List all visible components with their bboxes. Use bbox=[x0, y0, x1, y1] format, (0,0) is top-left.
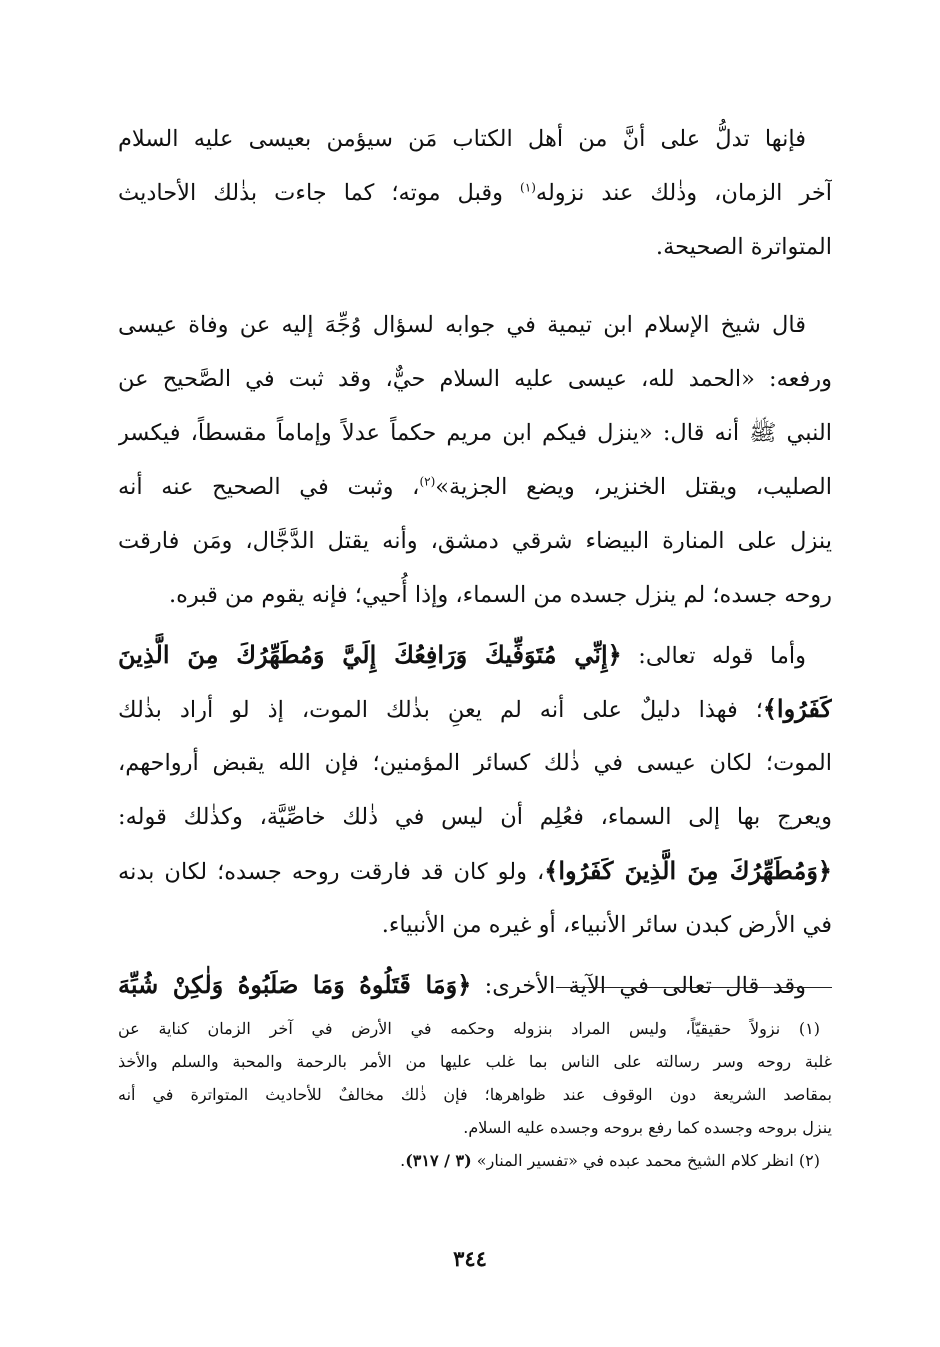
footnote-text: ينزل بروحه وجسده كما رفع بروحه وجسده عليه السلام. bbox=[463, 1118, 832, 1137]
text-run: روحه جسده؛ لم ينزل جسده من السماء، وإذا أُحيي؛ فإنه يقوم من قبره. bbox=[168, 582, 832, 608]
footnote-ref-2[interactable]: (٢) bbox=[419, 474, 436, 489]
text-line bbox=[118, 736, 832, 790]
footnote-divider bbox=[556, 987, 832, 988]
text-run: فإنها تدلُّ على أنَّ من أهل الكتاب مَن سيؤمن بعيسى عليه السلام bbox=[118, 126, 806, 152]
text-run: ينزل على المنارة البيضاء شرقي دمشق، وأنه يقتل الدَّجَّال، ومَن فارقت bbox=[118, 528, 832, 554]
text-line bbox=[118, 220, 832, 274]
text-run: وقد قال تعالى في الآية الأخرى: bbox=[471, 973, 807, 999]
footnote-line bbox=[118, 1078, 832, 1111]
text-run: الموت؛ لكان عيسى في ذٰلك كسائر المؤمنين؛ فإن الله يقبض أرواحهم، bbox=[118, 750, 832, 776]
text-run: ؛ فهذا دليلٌ على أنه لم يعنِ بذٰلك الموت، إذ لو أراد بذٰلك bbox=[118, 697, 763, 723]
footnote-line bbox=[118, 1111, 832, 1144]
text-run: ورفعه: «الحمد لله، عيسى عليه السلام حيٌّ، وقد ثبت في الصَّحيح عن bbox=[118, 366, 832, 392]
text-line bbox=[118, 790, 832, 844]
text-line bbox=[118, 406, 832, 460]
text-run: ، وثبت في الصحيح عنه أنه bbox=[118, 474, 420, 500]
quran-verse: ﴿إِنِّي مُتَوَفِّيكَ وَرَافِعُكَ إِلَيَّ وَمُطَهِّرُكَ مِنَ الَّذِينَ bbox=[118, 640, 622, 669]
text-line bbox=[118, 166, 832, 220]
quran-verse: كَفَرُوا﴾ bbox=[762, 694, 832, 723]
footnote-line bbox=[118, 1144, 832, 1177]
text-run: قال شيخ الإسلام ابن تيمية في جوابه لسؤال وُجِّهَ إليه عن وفاة عيسى bbox=[118, 312, 806, 338]
text-run: آخر الزمان، وذٰلك عند نزوله bbox=[535, 180, 832, 206]
page-number: ٣٤٤ bbox=[453, 1246, 487, 1271]
text-run: ، ولو كان قد فارقت روحه جسده؛ لكان بدنه bbox=[118, 859, 545, 885]
footnote-text: غلبة روحه وسر رسالته على الناس بما غلب عليها من الأمر بالرحمة والمحبة والسلم والأخذ bbox=[118, 1052, 832, 1071]
footnote-text: (٢) انظر كلام الشيخ محمد عبده في «تفسير المنار» bbox=[471, 1151, 820, 1170]
footnote-line bbox=[118, 1045, 832, 1078]
text-line bbox=[118, 844, 832, 898]
text-run: المتواترة الصحيحة. bbox=[655, 234, 832, 260]
text-line bbox=[118, 628, 832, 682]
main-text bbox=[118, 112, 832, 1012]
footnote-citation: (٣ / ٣١٧) bbox=[405, 1151, 472, 1170]
text-run: وقبل موته؛ كما جاءت بذٰلك الأحاديث bbox=[118, 180, 521, 206]
text-line bbox=[118, 568, 832, 622]
text-line bbox=[118, 352, 832, 406]
text-line bbox=[118, 112, 832, 166]
footnote-ref-1[interactable]: (١) bbox=[520, 180, 536, 195]
text-run: في الأرض كبدن سائر الأنبياء، أو غيره من الأنبياء. bbox=[381, 912, 832, 938]
text-line bbox=[118, 682, 832, 736]
quran-verse: ﴿وَمُطَهِّرُكَ مِنَ الَّذِينَ كَفَرُوا﴾ bbox=[544, 856, 832, 885]
footnote-text: (١) نزولاً حقيقيّاً، وليس المراد بنزوله وحكمه في الأرض في آخر الزمان كناية عن bbox=[118, 1019, 820, 1038]
text-line bbox=[118, 298, 832, 352]
footnote-text: بمقاصد الشريعة دون الوقوف عند ظواهرها؛ فإن ذٰلك مخالفٌ للأحاديث المتواترة في أنه bbox=[118, 1085, 832, 1104]
text-run: النبي ﷺ أنه قال: «ينزل فيكم ابن مريم حكماً عدلاً وإماماً مقسطاً، فيكسر bbox=[118, 420, 832, 446]
text-line bbox=[118, 514, 832, 568]
text-run: ويعرج بها إلى السماء، فعُلِم أن ليس في ذٰلك خاصِّيَّة، وكذٰلك قوله: bbox=[118, 804, 832, 830]
text-run: الصليب، ويقتل الخنزير، ويضع الجزية» bbox=[435, 474, 832, 500]
text-line bbox=[118, 958, 832, 1012]
footnotes bbox=[118, 1012, 832, 1177]
text-line bbox=[118, 898, 832, 952]
text-run: وأما قوله تعالى: bbox=[621, 643, 806, 669]
footnote-line bbox=[118, 1012, 832, 1045]
text-line bbox=[118, 460, 832, 514]
footnote-text: . bbox=[400, 1151, 406, 1170]
quran-verse: ﴿وَمَا قَتَلُوهُ وَمَا صَلَبُوهُ وَلٰكِنْ شُبِّهَ bbox=[118, 970, 472, 999]
